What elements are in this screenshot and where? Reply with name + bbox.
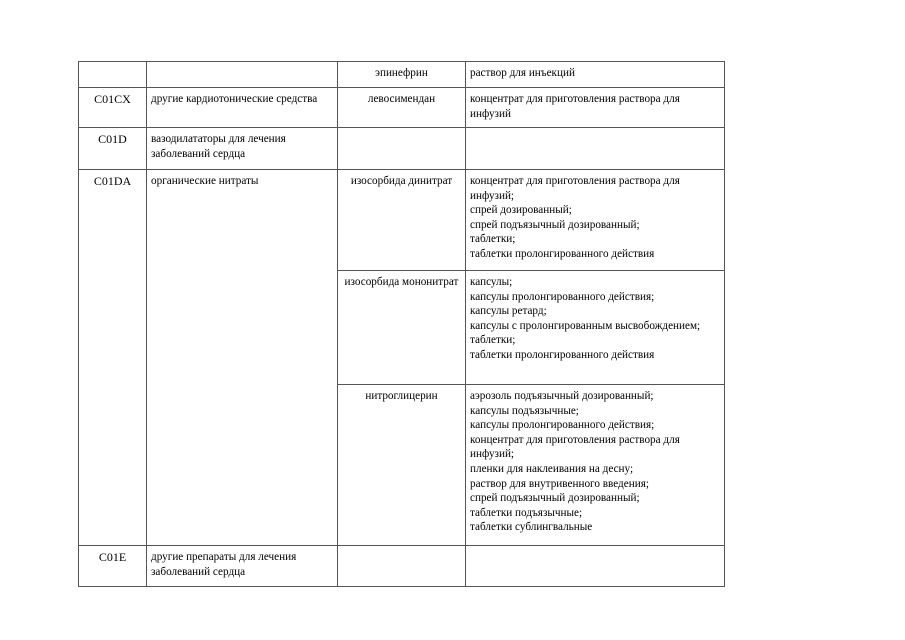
atc-code-cell [79,62,147,88]
dosage-form: капсулы пролонгированного действия; [470,419,655,432]
dosage-forms-cell [466,170,725,271]
dosage-form: концентрат для приготовления раствора для инфузий [470,93,680,120]
group-name-cell: вазодилататоры для лечения заболеваний сердца [147,128,338,170]
atc-code-cell: C01DA [79,170,147,546]
atc-code-cell: C01D [79,128,147,170]
table-row [79,128,725,170]
table-row [79,170,725,271]
group-name-cell: другие кардиотонические средства [147,88,338,128]
dosage-form: раствор для инъекций [470,67,575,79]
drug-name-cell: изосорбида динитрат [338,170,466,271]
dosage-form: таблетки пролонгированного действия [470,247,655,260]
group-name-cell: органические нитраты [147,170,338,546]
dosage-forms-cell [466,385,725,546]
group-name-cell [147,62,338,88]
drug-name-cell [338,128,466,170]
dosage-form: спрей подъязычный дозированный; [470,492,640,505]
dosage-form: спрей подъязычный дозированный; [470,218,640,231]
dosage-form: капсулы пролонгированного действия; [470,290,655,303]
dosage-forms-cell [466,62,725,88]
table-row [79,546,725,587]
dosage-forms-cell [466,88,725,128]
dosage-form: таблетки подъязычные; [470,506,583,519]
table-row [79,88,725,128]
dosage-form: капсулы подъязычные; [470,404,579,417]
dosage-forms-cell [466,546,725,587]
drug-classification-table [78,61,725,587]
dosage-forms-cell [466,128,725,170]
drug-name-cell: нитроглицерин [338,385,466,546]
dosage-form: таблетки пролонгированного действия [470,348,655,361]
dosage-form: аэрозоль подъязычный дозированный; [470,390,654,402]
drug-name-cell: левосимендан [338,88,466,128]
dosage-form: таблетки; [470,334,516,347]
dosage-form: капсулы ретард; [470,305,547,318]
drug-name-cell: изосорбида мононитрат [338,271,466,385]
dosage-form: концентрат для приготовления раствора для инфузий; [470,433,680,461]
drug-name-cell [338,546,466,587]
dosage-form: концентрат для приготовления раствора для инфузий; [470,175,680,202]
drug-name-cell: эпинефрин [338,62,466,88]
atc-code-cell: C01E [79,546,147,587]
dosage-form: спрей дозированный; [470,204,572,217]
dosage-form: капсулы; [470,276,513,288]
dosage-form: раствор для внутривенного введения; [470,477,649,490]
dosage-form: пленки для наклеивания на десну; [470,462,634,475]
dosage-forms-cell [466,271,725,385]
atc-code-cell: C01CX [79,88,147,128]
dosage-form: таблетки сублингвальные [470,521,593,534]
dosage-form: таблетки; [470,233,516,246]
dosage-form: капсулы с пролонгированным высвобождением; [470,319,701,332]
table-row [79,62,725,88]
group-name-cell: другие препараты для лечения заболеваний сердца [147,546,338,587]
